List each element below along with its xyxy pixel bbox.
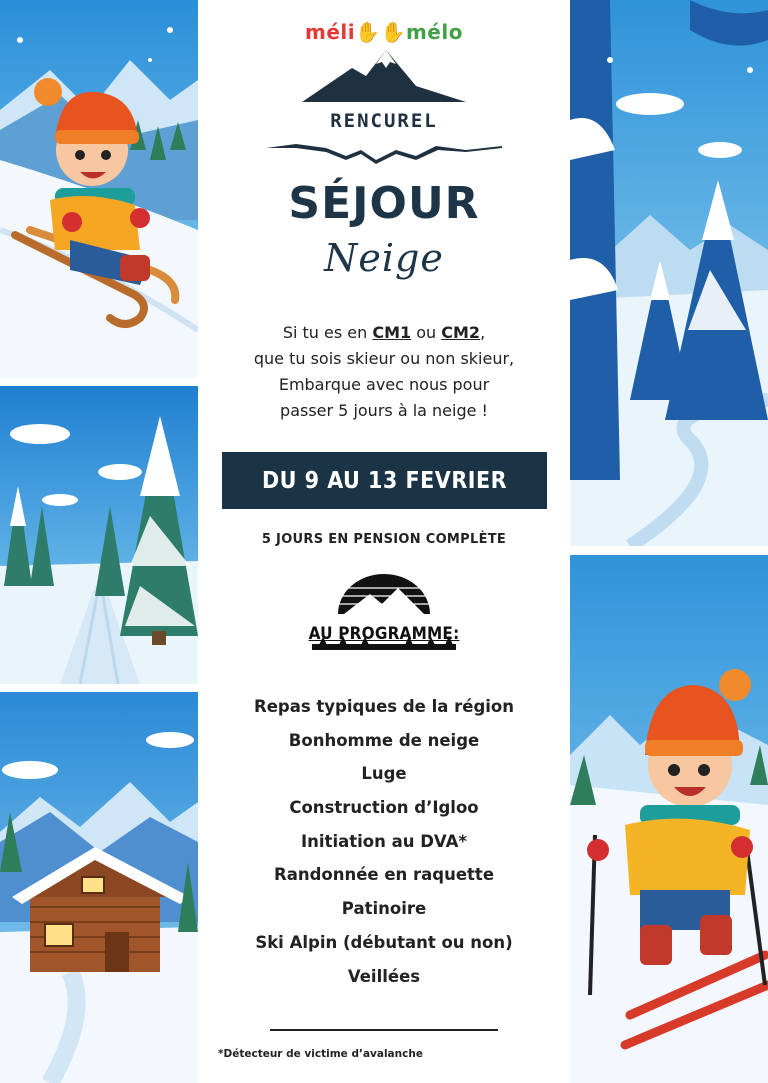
page-subtitle: Neige xyxy=(324,236,444,280)
brand-text-left: méli xyxy=(305,20,356,44)
pension-label: 5 JOURS EN PENSION COMPLÈTE xyxy=(261,532,507,547)
cm2-label: CM2 xyxy=(441,323,481,342)
mountain-icon xyxy=(266,46,502,166)
activities-list xyxy=(198,690,570,993)
melimelo-logo xyxy=(198,20,570,44)
list-item: Veillées xyxy=(347,966,421,986)
intro-line-2: que tu sois skieur ou non skieur, xyxy=(253,349,515,368)
list-item: Ski Alpin (débutant ou non) xyxy=(255,932,513,952)
intro-line-3: Embarque avec nous pour xyxy=(278,375,490,394)
blue-forest-illustration xyxy=(570,0,768,546)
snowy-pine-trees-illustration xyxy=(0,386,198,684)
list-item: Repas typiques de la région xyxy=(254,697,514,716)
list-item: Patinoire xyxy=(341,899,427,919)
intro-line-1 xyxy=(198,320,570,346)
list-item: Luge xyxy=(361,764,407,784)
footnote: *Détecteur de victime d’avalanche xyxy=(218,1048,423,1060)
divider xyxy=(270,1029,498,1031)
page-title: SÉJOUR xyxy=(288,178,480,229)
intro-line1-post: , xyxy=(480,323,486,342)
list-item: Initiation au DVA* xyxy=(301,831,467,851)
dates-banner: DU 9 AU 13 FEVRIER xyxy=(222,452,547,509)
cm1-label: CM1 xyxy=(372,323,412,342)
log-cabin-illustration xyxy=(0,692,198,1083)
child-skiing-illustration xyxy=(570,555,768,1083)
hands-icon: ✋✋ xyxy=(355,20,406,44)
intro-line1-pre: Si tu es en xyxy=(282,323,373,342)
intro-text xyxy=(198,320,570,424)
intro-line1-mid: ou xyxy=(411,323,442,342)
brand-text-right: mélo xyxy=(405,20,463,44)
location-title: RENCUREL xyxy=(330,110,438,132)
list-item: Construction d’Igloo xyxy=(289,798,479,818)
list-item: Bonhomme de neige xyxy=(288,730,480,750)
poster-center-column xyxy=(198,0,570,1083)
list-item: Randonnée en raquette xyxy=(273,865,495,885)
child-sledding-illustration xyxy=(0,0,198,378)
intro-line-4: passer 5 jours à la neige ! xyxy=(280,401,488,420)
programme-heading: AU PROGRAMME: xyxy=(308,624,460,644)
